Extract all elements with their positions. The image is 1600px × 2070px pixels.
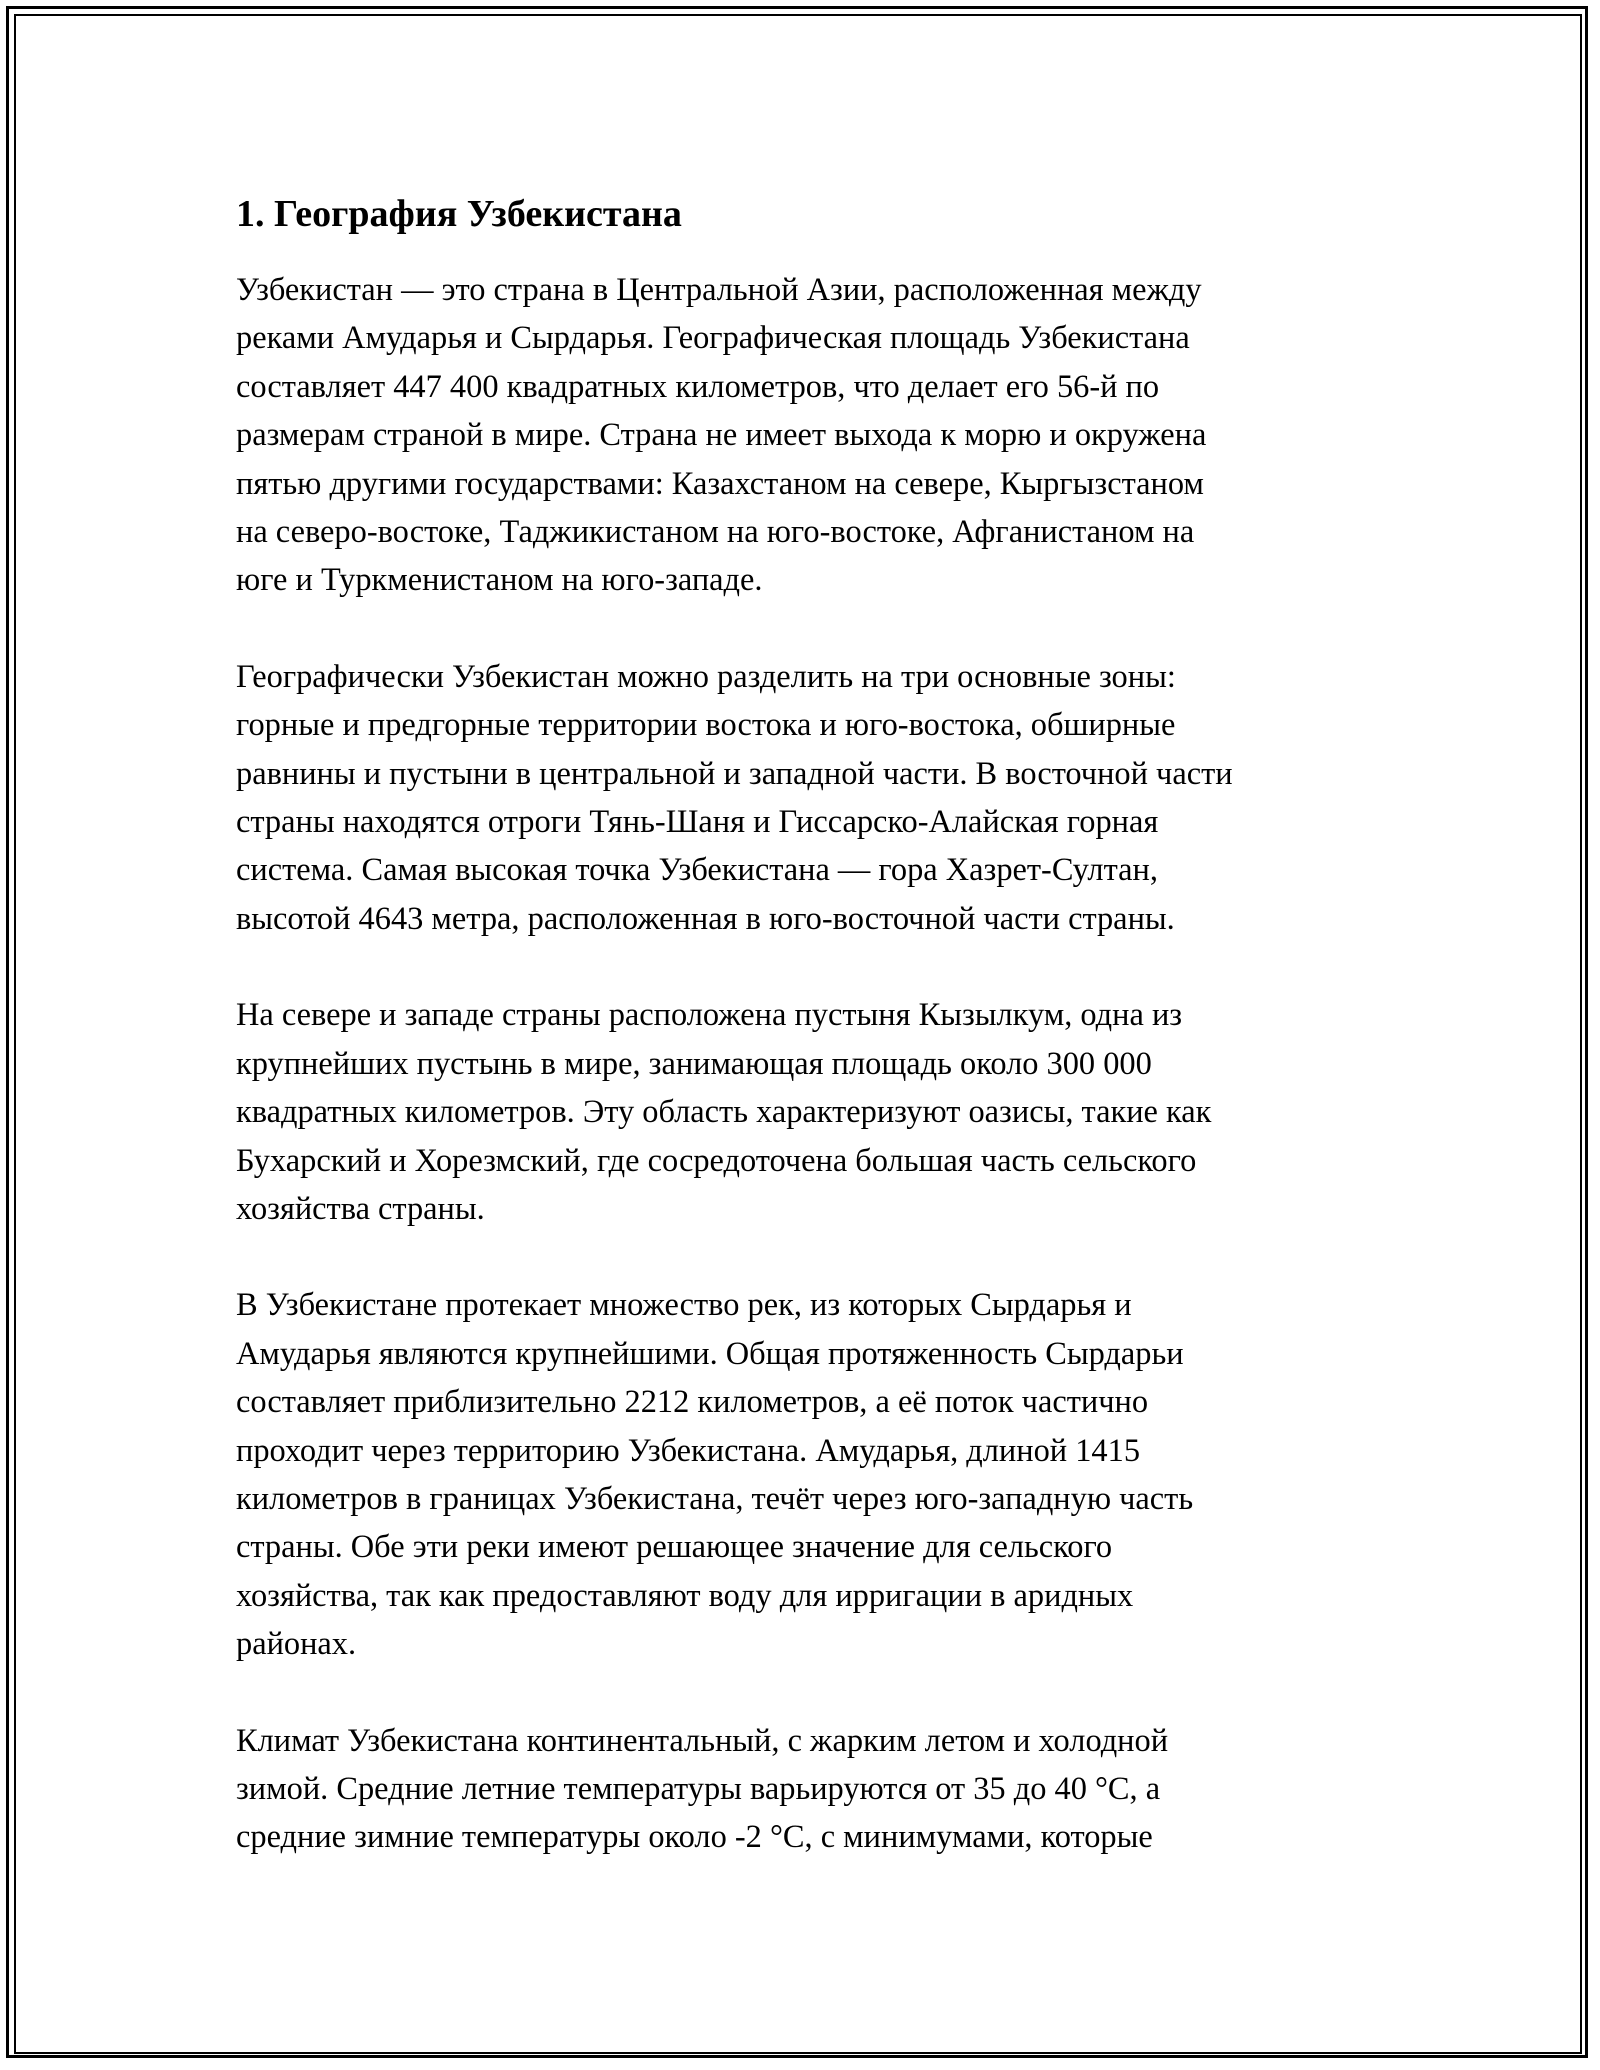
- text-line: страны находятся отроги Тянь-Шаня и Гиссарско-Алайская горная: [236, 804, 1159, 841]
- paragraph-intro: [236, 266, 1376, 605]
- text-line: система. Самая высокая точка Узбекистана — гора Хазрет-Султан,: [236, 852, 1158, 889]
- paragraph-climate: [236, 1717, 1376, 1862]
- text-line: На севере и западе страны расположена пустыня Кызылкум, одна из: [236, 997, 1183, 1034]
- text-line: реками Амударья и Сырдарья. Географическая площадь Узбекистана: [236, 320, 1190, 357]
- text-line: составляет 447 400 квадратных километров, что делает его 56-й по: [236, 368, 1160, 405]
- text-line: Географически Узбекистан можно разделить на три основные зоны:: [236, 658, 1176, 695]
- text-line: на северо-востоке, Таджикистаном на юго-востоке, Афганистаном на: [236, 514, 1195, 551]
- text-line: квадратных километров. Эту область характеризуют оазисы, такие как: [236, 1094, 1212, 1131]
- text-line: зимой. Средние летние температуры варьируются от 35 до 40 °C, а: [236, 1770, 1161, 1807]
- text-line: составляет приблизительно 2212 километров, а её поток частично: [236, 1384, 1149, 1421]
- document-body: [236, 188, 1376, 1910]
- text-line: размерам страной в мире. Страна не имеет выхода к морю и окружена: [236, 417, 1207, 454]
- paragraph-rivers: [236, 1281, 1376, 1668]
- text-line: страны. Обе эти реки имеют решающее значение для сельского: [236, 1529, 1113, 1566]
- text-line: В Узбекистане протекает множество рек, из которых Сырдарья и: [236, 1287, 1132, 1324]
- text-line: хозяйства страны.: [236, 1190, 485, 1227]
- text-line: пятью другими государствами: Казахстаном на севере, Кыргызстаном: [236, 465, 1204, 502]
- text-line: горные и предгорные территории востока и юго-востока, обширные: [236, 707, 1176, 744]
- text-line: юге и Туркменистаном на юго-западе.: [236, 562, 763, 599]
- text-line: крупнейших пустынь в мире, занимающая площадь около 300 000: [236, 1045, 1152, 1082]
- text-line: районах.: [236, 1626, 357, 1663]
- text-line: Климат Узбекистана континентальный, с жарким летом и холодной: [236, 1722, 1169, 1759]
- text-line: средние зимние температуры около -2 °C, с минимумами, которые: [236, 1819, 1153, 1856]
- text-line: Узбекистан — это страна в Центральной Азии, расположенная между: [236, 272, 1202, 308]
- text-line: километров в границах Узбекистана, течёт через юго-западную часть: [236, 1480, 1194, 1517]
- text-line: высотой 4643 метра, расположенная в юго-восточной части страны.: [236, 900, 1175, 937]
- paragraph-zones: [236, 653, 1376, 943]
- text-line: хозяйства, так как предоставляют воду для ирригации в аридных: [236, 1577, 1134, 1614]
- text-line: равнины и пустыни в центральной и западной части. В восточной части: [236, 755, 1233, 792]
- text-line: Амударья являются крупнейшими. Общая протяженность Сырдарьи: [236, 1335, 1184, 1372]
- text-line: проходит через территорию Узбекистана. Амударья, длиной 1415: [236, 1432, 1141, 1469]
- text-line: Бухарский и Хорезмский, где сосредоточена большая часть сельского: [236, 1142, 1197, 1179]
- paragraph-desert: [236, 991, 1376, 1233]
- section-heading: 1. География Узбекистана: [236, 193, 682, 235]
